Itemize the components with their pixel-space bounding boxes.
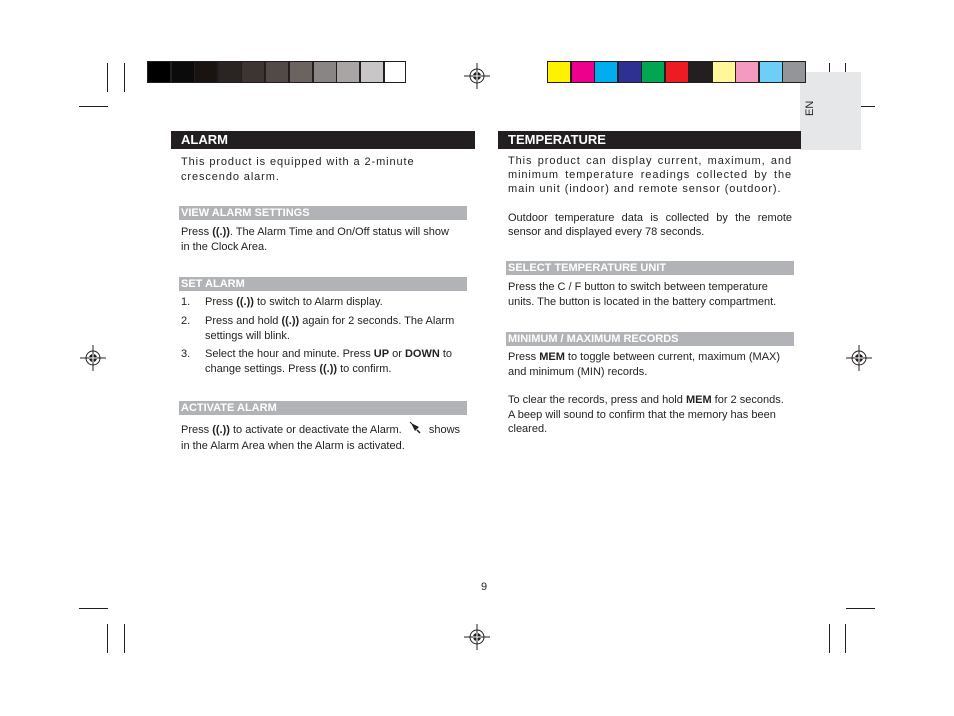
color-swatch: [547, 61, 571, 83]
gray-swatch: [147, 61, 171, 83]
color-swatch: [618, 61, 642, 83]
registration-mark-icon: [464, 624, 490, 650]
color-swatch: [688, 61, 712, 83]
color-swatch: [759, 61, 783, 83]
temperature-intro-line: This product can display current, maximum, and: [508, 155, 792, 167]
crop-mark: [107, 63, 108, 92]
color-swatch: [712, 61, 736, 83]
gray-swatch: [218, 61, 242, 83]
select-unit-text: Press the C / F button to switch between temperature units. The button is located in the battery compartment.: [508, 281, 777, 308]
gray-swatch: [171, 61, 195, 83]
crop-mark: [124, 63, 125, 92]
crop-mark: [846, 608, 875, 609]
temperature-heading: TEMPERATURE: [498, 131, 801, 149]
temperature-intro-line: minimum temperature readings collected by the: [508, 169, 792, 181]
registration-mark-icon: [464, 63, 490, 89]
alarm-heading: ALARM: [171, 131, 475, 149]
registration-mark-icon: [846, 345, 872, 371]
crop-mark: [107, 624, 108, 653]
registration-mark-icon: [80, 345, 106, 371]
outdoor-text-line: Outdoor temperature data is collected by the remote: [508, 212, 792, 224]
crop-mark: [829, 624, 830, 653]
gray-swatch: [336, 61, 360, 83]
temperature-intro-line: main unit (indoor) and remote sensor (outdoor).: [508, 183, 782, 195]
color-swatch: [594, 61, 618, 83]
language-tab-label: EN: [804, 100, 816, 116]
crop-mark: [845, 624, 846, 653]
color-swatch: [571, 61, 595, 83]
select-temperature-unit-heading: SELECT TEMPERATURE UNIT: [506, 261, 794, 275]
page-number: 9: [481, 581, 488, 593]
list-item: 1. Press ((.)) to switch to Alarm display.: [181, 296, 383, 308]
alarm-intro: This product is equipped with a 2-minute crescendo alarm.: [181, 156, 415, 183]
clear-records-text: To clear the records, press and hold MEM for 2 seconds. A beep will sound to confirm that the memory has been cleared.: [508, 394, 784, 435]
alarm-button-symbol: ((.)): [212, 226, 230, 238]
color-swatch: [735, 61, 759, 83]
outdoor-text-line: sensor and displayed every 78 seconds.: [508, 226, 705, 238]
color-swatch: [665, 61, 689, 83]
color-swatch: [641, 61, 665, 83]
crop-mark: [79, 608, 108, 609]
color-swatch: [782, 61, 806, 83]
list-item: 2. Press and hold ((.)) again for 2 seconds. The Alarm settings will blink.: [181, 315, 455, 342]
min-max-records-heading: MINIMUM / MAXIMUM RECORDS: [506, 332, 794, 346]
gray-swatch: [241, 61, 265, 83]
activate-alarm-heading: ACTIVATE ALARM: [179, 401, 467, 415]
gray-swatch: [194, 61, 218, 83]
view-alarm-settings-text: Press ((.)). The Alarm Time and On/Off status will show in the Clock Area.: [181, 226, 449, 253]
activate-alarm-text: Press ((.)) to activate or deactivate the Alarm. shows in the Alarm Area when the Alarm is activated.: [181, 421, 471, 454]
crop-mark: [79, 106, 108, 107]
alarm-bell-icon: [408, 421, 424, 435]
gray-swatch: [313, 61, 337, 83]
view-alarm-settings-heading: VIEW ALARM SETTINGS: [179, 206, 467, 220]
gray-swatch: [289, 61, 313, 83]
list-item: 3. Select the hour and minute. Press UP or DOWN to change settings. Press ((.)) to confirm.: [181, 348, 453, 375]
set-alarm-heading: SET ALARM: [179, 277, 467, 291]
gray-swatch: [360, 61, 384, 83]
crop-mark: [124, 624, 125, 653]
gray-swatch: [384, 61, 406, 83]
gray-swatch: [265, 61, 289, 83]
records-text: Press MEM to toggle between current, maximum (MAX) and minimum (MIN) records.: [508, 351, 781, 378]
